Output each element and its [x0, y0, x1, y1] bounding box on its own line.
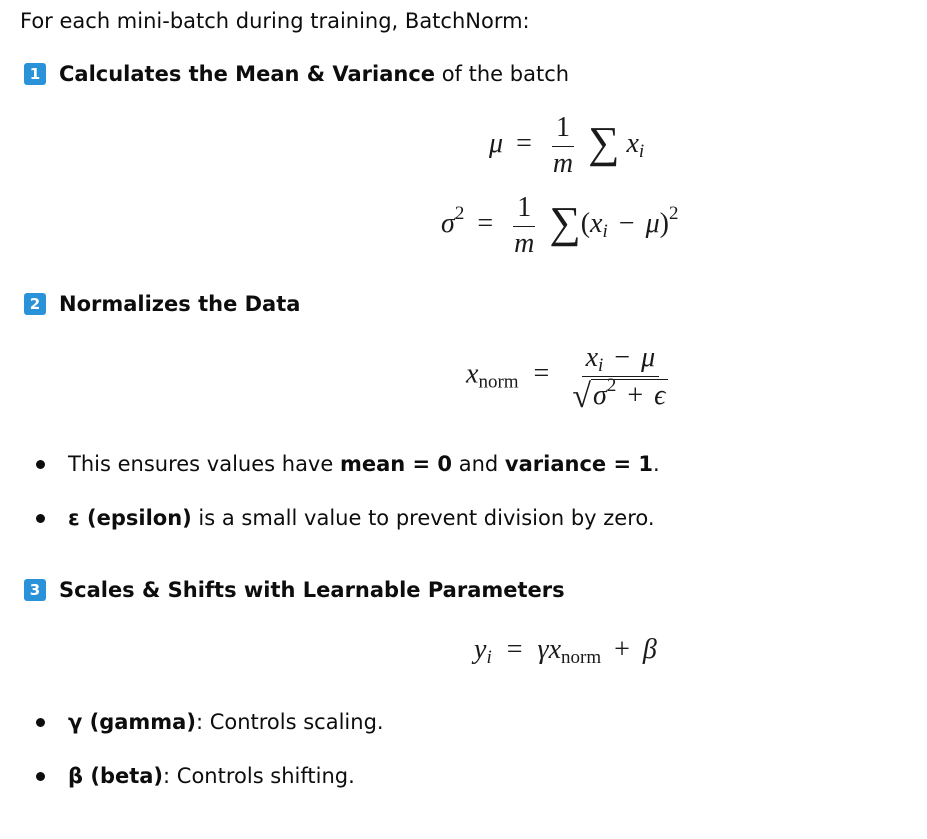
- variance-x-subscript: i: [602, 220, 608, 242]
- scale-lhs: y: [474, 634, 487, 665]
- norm-denominator: [568, 375, 672, 415]
- norm-fraction: [568, 342, 672, 415]
- bullet-text: and: [452, 452, 505, 476]
- step-3-badge: 3: [24, 579, 46, 601]
- bullet-text: : Controls scaling.: [195, 710, 384, 734]
- step-1-title-bold: Calculates the Mean & Variance: [59, 62, 436, 86]
- mean-sum-symbol: ∑: [588, 117, 620, 167]
- bullet-dot-icon: [36, 514, 45, 523]
- norm-den-sup: 2: [606, 375, 617, 396]
- norm-lhs-subscript: norm: [478, 371, 519, 393]
- mean-x-subscript: i: [638, 140, 645, 162]
- bullet-dot-icon: [36, 718, 45, 727]
- norm-num-x: x: [585, 342, 599, 373]
- mean-fraction-numerator: 1: [552, 112, 574, 147]
- scale-beta: β: [642, 634, 657, 665]
- step-2-badge: 2: [24, 293, 46, 315]
- mean-fraction: [549, 112, 577, 179]
- bullet-bold-text: variance = 1: [504, 452, 653, 476]
- variance-fraction: [510, 192, 538, 259]
- scale-plus: +: [614, 634, 630, 665]
- variance-lhs: σ: [441, 207, 455, 239]
- variance-open-paren: (: [580, 207, 591, 239]
- variance-minus: −: [618, 207, 635, 239]
- bullet-bold-text: β (beta): [68, 764, 164, 788]
- mean-equation: [489, 112, 644, 179]
- mean-lhs: μ: [489, 127, 504, 159]
- variance-sup: 2: [668, 202, 679, 224]
- mean-x: x: [626, 127, 639, 159]
- variance-x: x: [590, 207, 603, 239]
- variance-fraction-numerator: 1: [513, 192, 535, 227]
- norm-radicand: [591, 375, 668, 411]
- step-1-title-rest: of the batch: [435, 62, 570, 86]
- scale-x: x: [548, 634, 561, 665]
- bullet-text: : Controls shifting.: [163, 764, 355, 788]
- step-1-heading: [24, 61, 569, 87]
- variance-mu: μ: [645, 207, 660, 239]
- norm-num-mu: μ: [641, 342, 656, 373]
- bullet-bold-text: ε (epsilon): [68, 506, 192, 530]
- bullet-text: is a small value to prevent division by zero.: [191, 506, 655, 530]
- step-3-title-bold: Scales & Shifts with Learnable Parameters: [59, 578, 565, 602]
- bullet-dot-icon: [36, 460, 45, 469]
- step-3-bullet-1: [36, 709, 384, 735]
- step-3-bullet-2: [36, 763, 355, 789]
- norm-equals: =: [533, 358, 550, 390]
- variance-close-paren: ): [659, 207, 669, 239]
- scale-equals: =: [506, 634, 523, 665]
- step-1-badge: 1: [24, 63, 46, 85]
- step-2-title-bold: Normalizes the Data: [59, 292, 301, 316]
- normalization-equation: [466, 342, 676, 415]
- bullet-dot-icon: [36, 772, 45, 781]
- variance-sum-symbol: ∑: [549, 197, 581, 247]
- variance-equation: [441, 192, 678, 259]
- step-3-heading: [24, 577, 565, 603]
- variance-equals: =: [477, 207, 494, 239]
- norm-numerator: [582, 342, 660, 377]
- variance-fraction-denominator: m: [514, 228, 535, 259]
- mean-fraction-denominator: m: [552, 148, 574, 179]
- step-2-bullet-2: [36, 505, 655, 531]
- norm-den-plus: +: [627, 380, 644, 411]
- intro-text: For each mini-batch during training, BatchNorm:: [20, 9, 530, 33]
- step-2-heading: [24, 291, 300, 317]
- bullet-bold-text: mean = 0: [339, 452, 453, 476]
- bullet-text: .: [652, 452, 660, 476]
- variance-lhs-sup: 2: [454, 202, 465, 224]
- step-2-bullet-1: [36, 451, 660, 477]
- scale-shift-equation: [474, 634, 657, 666]
- scale-x-subscript: norm: [561, 647, 602, 668]
- norm-lhs: x: [466, 358, 479, 390]
- scale-gamma: γ: [537, 634, 549, 665]
- norm-num-minus: −: [614, 342, 631, 373]
- mean-equals: =: [516, 127, 532, 159]
- norm-num-x-subscript: i: [598, 355, 604, 376]
- bullet-bold-text: γ (gamma): [68, 710, 196, 734]
- norm-den-epsilon: ϵ: [654, 380, 666, 411]
- sqrt-icon: √: [572, 378, 592, 415]
- scale-lhs-subscript: i: [486, 647, 492, 668]
- norm-den-sigma: σ: [593, 380, 607, 411]
- bullet-text: This ensures values have: [68, 452, 340, 476]
